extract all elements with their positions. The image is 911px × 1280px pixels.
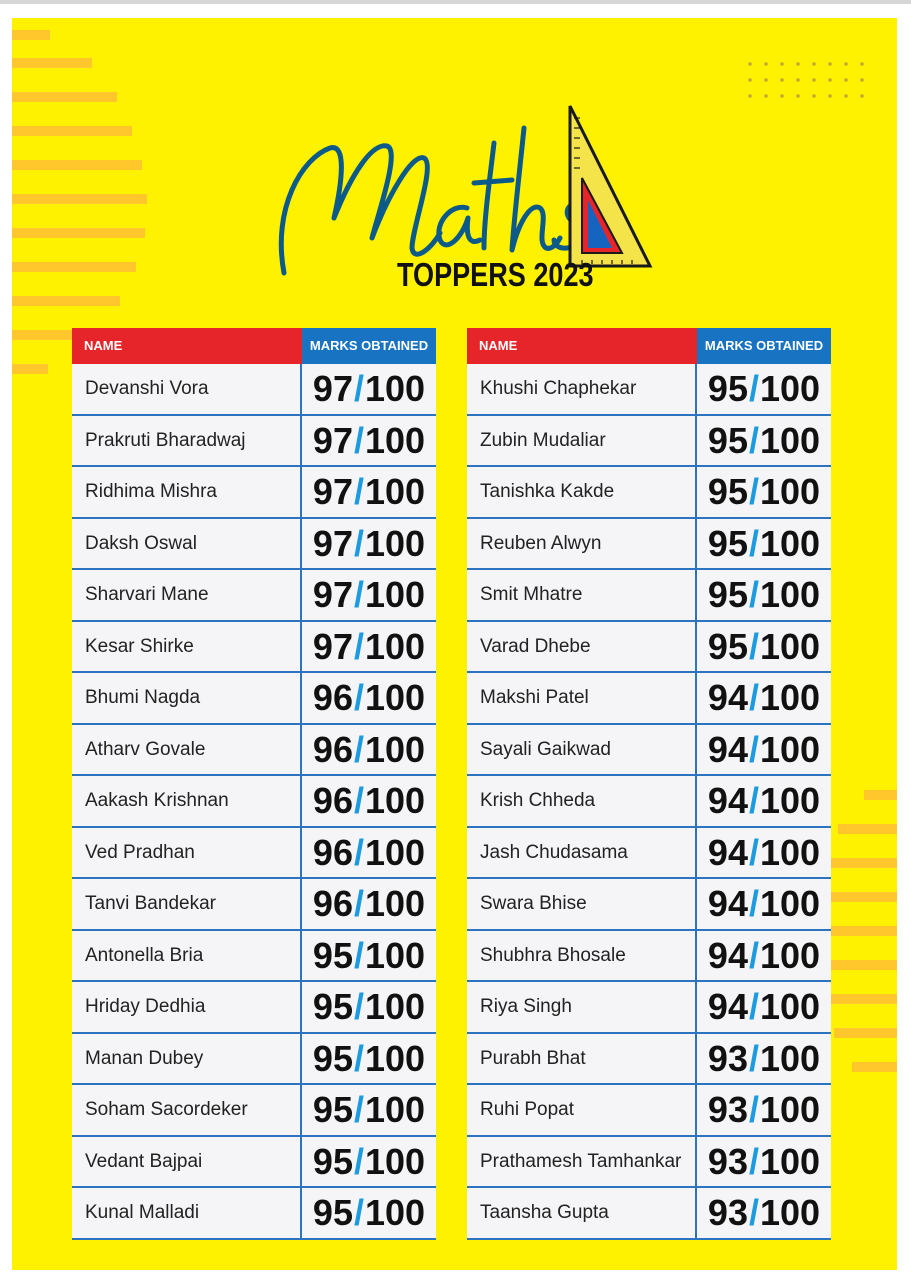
table-row [72,1188,436,1240]
score: 93 [707,1089,748,1130]
slash-separator: / [353,677,364,718]
table-row [72,519,436,571]
score: 95 [312,1089,353,1130]
table-row [467,725,831,777]
score: 97 [312,368,353,409]
table-row [467,931,831,983]
score: 94 [707,934,748,976]
score: 97 [312,522,353,564]
table-row [72,982,436,1034]
marks-obtained [302,982,436,1032]
score: 94 [707,728,748,770]
score: 97 [312,625,353,667]
student-name: Devanshi Vora [72,364,302,414]
table-row [467,570,831,622]
student-name: Zubin Mudaliar [467,416,697,466]
marks-obtained [302,519,436,569]
score: 95 [312,1192,353,1233]
table-row [467,982,831,1034]
marks-obtained [697,1085,831,1135]
slash-separator: / [748,1037,759,1079]
slash-separator: / [748,677,759,718]
marks-obtained [302,364,436,414]
score: 95 [312,1037,353,1079]
marks-obtained [302,1188,436,1238]
student-name: Makshi Patel [467,673,697,723]
score: 95 [312,934,353,976]
student-name: Soham Sacordeker [72,1085,302,1135]
table-row [72,879,436,931]
total: 100 [364,780,426,821]
student-name: Kunal Malladi [72,1188,302,1238]
student-name: Khushi Chaphekar [467,364,697,414]
student-name: Tanvi Bandekar [72,879,302,929]
student-name: Daksh Oswal [72,519,302,569]
table-row [72,1085,436,1137]
poster [12,18,897,1270]
slash-separator: / [353,934,364,976]
total: 100 [759,1140,821,1182]
score: 95 [312,1140,353,1182]
marks-obtained [302,931,436,981]
total: 100 [759,677,821,718]
student-name: Vedant Bajpai [72,1137,302,1187]
slash-separator: / [353,368,364,409]
slash-separator: / [748,1192,759,1233]
score: 93 [707,1140,748,1182]
student-name: Smit Mhatre [467,570,697,620]
score: 95 [707,368,748,409]
total: 100 [364,1037,426,1079]
total: 100 [364,934,426,976]
slash-separator: / [353,471,364,512]
total: 100 [364,522,426,564]
student-name: Shubhra Bhosale [467,931,697,981]
slash-separator: / [748,574,759,615]
student-name: Ruhi Popat [467,1085,697,1135]
score: 96 [312,677,353,718]
marks-obtained [302,776,436,826]
total: 100 [759,574,821,615]
toppers-table-left [72,328,436,1240]
slash-separator: / [353,1037,364,1079]
score: 95 [707,419,748,461]
student-name: Purabh Bhat [467,1034,697,1084]
top-border [0,0,911,4]
table-row [72,931,436,983]
student-name: Varad Dhebe [467,622,697,672]
marks-obtained [697,879,831,929]
table-row [467,1034,831,1086]
marks-obtained [697,982,831,1032]
header-marks: MARKS OBTAINED [302,328,436,364]
total: 100 [759,780,821,821]
student-name: Kesar Shirke [72,622,302,672]
total: 100 [364,677,426,718]
table-row [467,828,831,880]
header-name: NAME [72,328,302,364]
total: 100 [759,419,821,461]
marks-obtained [697,776,831,826]
marks-obtained [697,622,831,672]
marks-obtained [302,725,436,775]
score: 95 [707,574,748,615]
table-row [72,622,436,674]
slash-separator: / [353,986,364,1027]
score: 97 [312,419,353,461]
table-row [467,622,831,674]
slash-separator: / [353,522,364,564]
total: 100 [364,368,426,409]
score: 94 [707,831,748,873]
table-row [72,416,436,468]
slash-separator: / [748,625,759,667]
slash-separator: / [353,1089,364,1130]
slash-separator: / [353,728,364,770]
total: 100 [759,934,821,976]
total: 100 [759,831,821,873]
score: 95 [312,986,353,1027]
slash-separator: / [748,883,759,924]
table-row [467,879,831,931]
score: 94 [707,986,748,1027]
slash-separator: / [748,1089,759,1130]
total: 100 [759,1089,821,1130]
dot-grid-decoration [742,56,872,100]
table-header [467,328,831,364]
marks-obtained [302,570,436,620]
slash-separator: / [353,831,364,873]
table-row [467,673,831,725]
student-name: Krish Chheda [467,776,697,826]
total: 100 [364,1140,426,1182]
student-name: Manan Dubey [72,1034,302,1084]
slash-separator: / [748,780,759,821]
score: 94 [707,780,748,821]
table-row [467,416,831,468]
total: 100 [364,728,426,770]
student-name: Taansha Gupta [467,1188,697,1238]
header-name: NAME [467,328,697,364]
marks-obtained [697,828,831,878]
total: 100 [759,625,821,667]
total: 100 [364,831,426,873]
table-row [72,364,436,416]
student-name: Tanishka Kakde [467,467,697,517]
score: 95 [707,625,748,667]
table-row [72,673,436,725]
table-row [72,1137,436,1189]
student-name: Prathamesh Tamhankar [467,1137,697,1187]
score: 96 [312,831,353,873]
student-name: Ved Pradhan [72,828,302,878]
student-name: Atharv Govale [72,725,302,775]
total: 100 [364,471,426,512]
table-row [467,519,831,571]
student-name: Hriday Dedhia [72,982,302,1032]
marks-obtained [697,1034,831,1084]
table-row [72,828,436,880]
slash-separator: / [748,1140,759,1182]
marks-obtained [697,1137,831,1187]
marks-obtained [302,1085,436,1135]
marks-obtained [697,1188,831,1238]
total: 100 [759,883,821,924]
slash-separator: / [748,522,759,564]
slash-separator: / [353,1192,364,1233]
marks-obtained [697,931,831,981]
marks-obtained [697,467,831,517]
score: 96 [312,780,353,821]
total: 100 [759,728,821,770]
total: 100 [759,522,821,564]
slash-separator: / [353,1140,364,1182]
slash-separator: / [353,780,364,821]
table-row [467,1085,831,1137]
score: 93 [707,1037,748,1079]
slash-separator: / [748,934,759,976]
total: 100 [364,1192,426,1233]
score: 94 [707,677,748,718]
marks-obtained [697,673,831,723]
table-row [72,1034,436,1086]
total: 100 [364,986,426,1027]
total: 100 [364,883,426,924]
student-name: Ridhima Mishra [72,467,302,517]
marks-obtained [302,828,436,878]
marks-obtained [302,416,436,466]
slash-separator: / [748,728,759,770]
marks-obtained [697,364,831,414]
student-name: Jash Chudasama [467,828,697,878]
student-name: Aakash Krishnan [72,776,302,826]
marks-obtained [302,673,436,723]
page-subtitle: TOPPERS 2023 [397,256,594,293]
set-square-icon [570,106,650,266]
slash-separator: / [748,986,759,1027]
student-name: Antonella Bria [72,931,302,981]
marks-obtained [697,725,831,775]
marks-obtained [697,570,831,620]
slash-separator: / [748,831,759,873]
total: 100 [759,986,821,1027]
student-name: Riya Singh [467,982,697,1032]
total: 100 [759,471,821,512]
student-name: Prakruti Bharadwaj [72,416,302,466]
slash-separator: / [748,419,759,461]
score: 96 [312,728,353,770]
marks-obtained [302,879,436,929]
marks-obtained [697,416,831,466]
table-row [467,776,831,828]
slash-separator: / [748,471,759,512]
total: 100 [364,1089,426,1130]
table-row [72,725,436,777]
table-row [72,570,436,622]
slash-separator: / [353,883,364,924]
table-row [467,467,831,519]
slash-separator: / [353,419,364,461]
table-row [467,364,831,416]
total: 100 [759,368,821,409]
table-row [467,1188,831,1240]
slash-separator: / [748,368,759,409]
marks-obtained [302,1137,436,1187]
table-row [72,776,436,828]
table-row [467,1137,831,1189]
score: 96 [312,883,353,924]
toppers-table-right [467,328,831,1240]
score: 94 [707,883,748,924]
total: 100 [364,574,426,615]
header-marks: MARKS OBTAINED [697,328,831,364]
marks-obtained [302,467,436,517]
marks-obtained [302,1034,436,1084]
marks-obtained [697,519,831,569]
slash-separator: / [353,625,364,667]
score: 97 [312,471,353,512]
total: 100 [364,419,426,461]
student-name: Bhumi Nagda [72,673,302,723]
student-name: Reuben Alwyn [467,519,697,569]
total: 100 [759,1037,821,1079]
student-name: Swara Bhise [467,879,697,929]
total: 100 [759,1192,821,1233]
table-row [72,467,436,519]
score: 93 [707,1192,748,1233]
total: 100 [364,625,426,667]
marks-obtained [302,622,436,672]
score: 95 [707,471,748,512]
score: 95 [707,522,748,564]
score: 97 [312,574,353,615]
student-name: Sayali Gaikwad [467,725,697,775]
student-name: Sharvari Mane [72,570,302,620]
slash-separator: / [353,574,364,615]
table-header [72,328,436,364]
